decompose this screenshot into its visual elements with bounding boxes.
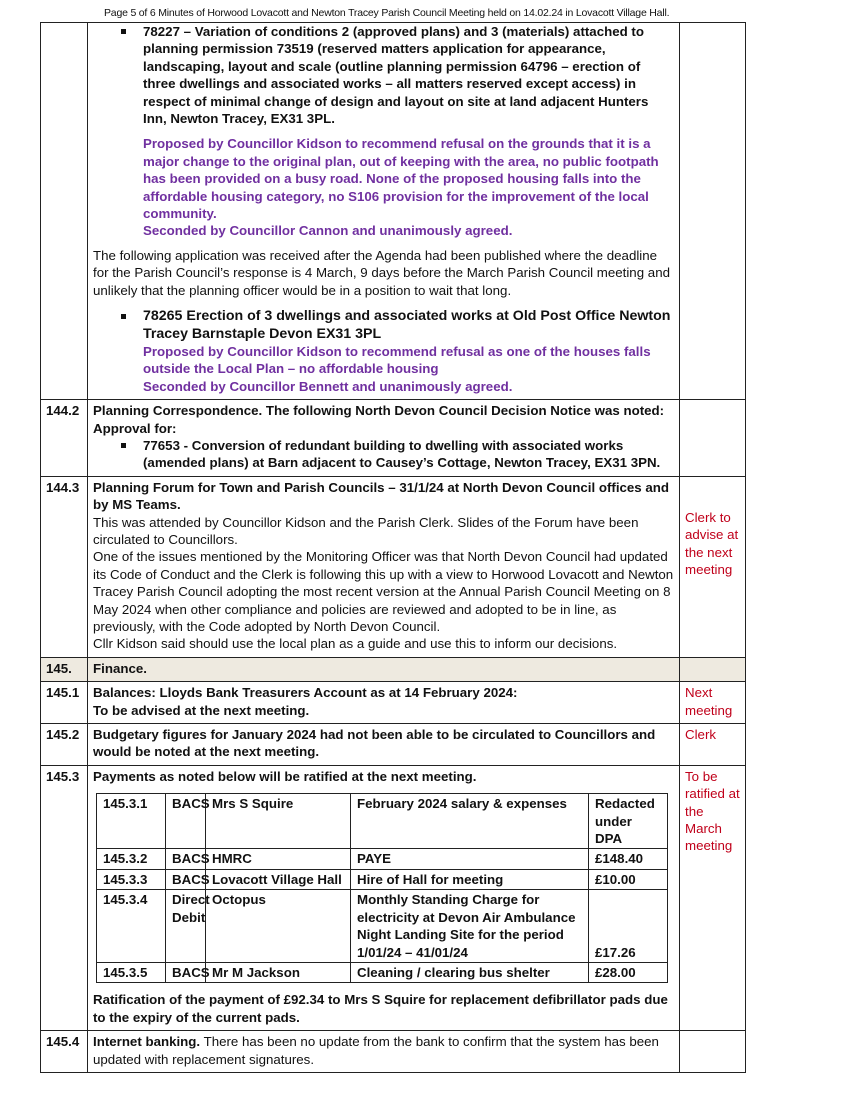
- ratification-note: Ratification of the payment of £92.34 to Mrs S Squire for replacement defibrillator pads due to the expiry of the current pads.: [93, 992, 668, 1025]
- approval-label: Approval for:: [93, 420, 177, 436]
- seconded-text: Seconded by Councillor Cannon and unanimously agreed.: [143, 223, 513, 239]
- section-heading: Planning Forum for Town and Parish Councils – 31/1/24 at North Devon Council offices and by MS Teams.: [93, 479, 670, 513]
- minutes-row-145: [41, 657, 746, 681]
- payment-description: Cleaning / clearing bus shelter: [351, 962, 589, 982]
- paragraph: This was attended by Councillor Kidson and the Parish Clerk. Slides of the Forum have been circulated to Councillors.: [93, 514, 639, 547]
- action-text: Clerk to advise at the next meeting: [685, 509, 739, 577]
- page-header: Page 5 of 6 Minutes of Horwood Lovacott and Newton Tracey Parish Council Meeting held on 14.02.24 in Lovacott Village Hall.: [104, 7, 670, 19]
- row-number: 144.2: [41, 400, 88, 477]
- action-note: Next meeting: [680, 682, 746, 724]
- row-number: [41, 23, 88, 400]
- payment-row: [97, 962, 668, 982]
- row-content: [88, 765, 680, 1030]
- payment-row: [97, 794, 668, 849]
- payment-description: Hire of Hall for meeting: [351, 869, 589, 889]
- payment-description: Monthly Standing Charge for electricity at Devon Air Ambulance Night Landing Site for the period 1/01/24 – 41/01/24: [351, 890, 589, 963]
- payment-payee: Mr M Jackson: [206, 962, 351, 982]
- action-cell: [680, 1031, 746, 1073]
- payment-row: [97, 890, 668, 963]
- proposal-text: Proposed by Councillor Kidson to recommend refusal as one of the houses falls outside the Local Plan – no affordable housing: [143, 343, 651, 377]
- paragraph: There has been no update from the bank to confirm that the system has been updated with replacement signatures.: [93, 1034, 659, 1067]
- payment-payee: Mrs S Squire: [206, 794, 351, 849]
- payment-ref: 145.3.4: [97, 890, 166, 963]
- payment-ref: 145.3.2: [97, 849, 166, 869]
- action-note: To be ratified at the March meeting: [680, 765, 746, 1030]
- action-cell: [680, 23, 746, 400]
- minutes-row-145-3: [41, 765, 746, 1030]
- payment-amount: £28.00: [589, 962, 668, 982]
- row-content: [88, 1031, 680, 1073]
- minutes-row-145-2: [41, 724, 746, 766]
- minutes-row-144-3: [41, 476, 746, 657]
- paragraph: One of the issues mentioned by the Monitoring Officer was that North Devon Council had updated its Code of Conduct and the Clerk is following this up with a view to Horwood Lovacott and Newton Tracey Parish Council adopting the most recent version at the Annual Parish Council Meeting on 8 May 2024 when other compliance and policies are reviewed and adopted to be in line, as previously, with the Code adopted by North Devon Council.: [93, 549, 674, 634]
- payment-payee: HMRC: [206, 849, 351, 869]
- payment-ref: 145.3.1: [97, 794, 166, 849]
- action-cell: [680, 657, 746, 681]
- payment-method: Direct Debit: [166, 890, 206, 963]
- payment-method: BACS: [166, 849, 206, 869]
- minutes-row-145-4: [41, 1031, 746, 1073]
- paragraph: Cllr Kidson said should use the local plan as a guide and use this to inform our decisions.: [93, 636, 618, 652]
- balances-note: To be advised at the next meeting.: [93, 702, 310, 718]
- payments-table: [96, 793, 668, 983]
- payment-amount: £17.26: [589, 890, 668, 963]
- row-number: 144.3: [41, 476, 88, 657]
- payment-description: PAYE: [351, 849, 589, 869]
- payment-ref: 145.3.3: [97, 869, 166, 889]
- payment-description: February 2024 salary & expenses: [351, 794, 589, 849]
- action-note: [680, 476, 746, 657]
- row-content: [88, 476, 680, 657]
- row-number: 145.: [41, 657, 88, 681]
- payment-amount: £10.00: [589, 869, 668, 889]
- minutes-row-145-1: [41, 682, 746, 724]
- row-content: [88, 682, 680, 724]
- payment-ref: 145.3.5: [97, 962, 166, 982]
- minutes-row-144-2: [41, 400, 746, 477]
- proposal-text: Proposed by Councillor Kidson to recommend refusal on the grounds that it is a major change to the original plan, out of keeping with the area, no public footpath has been provided on a busy road. None of the proposed housing falls into the affordable housing category, no S106 provision for the improvement of the local community.: [143, 136, 659, 222]
- payment-row: [97, 849, 668, 869]
- action-note: Clerk: [680, 724, 746, 766]
- section-heading: Planning Correspondence. The following North Devon Council Decision Notice was noted:: [93, 403, 665, 419]
- section-heading: Payments as noted below will be ratified at the next meeting.: [93, 768, 477, 784]
- payment-payee: Lovacott Village Hall: [206, 869, 351, 889]
- planning-application-78265: 78265 Erection of 3 dwellings and associated works at Old Post Office Newton Tracey Barnstaple Devon EX31 3PL: [115, 308, 674, 343]
- payment-row: [97, 869, 668, 889]
- section-heading: Finance.: [88, 657, 680, 681]
- minutes-row-continued: [41, 23, 746, 400]
- payment-payee: Octopus: [206, 890, 351, 963]
- late-application-note: The following application was received after the Agenda had been published where the deadline for the Parish Council’s response is 4 March, 9 days before the March Parish Council meeting and unlikely that the planning officer would be in a position to wait that long.: [93, 247, 670, 298]
- row-number: 145.1: [41, 682, 88, 724]
- payment-method: BACS: [166, 794, 206, 849]
- row-number: 145.4: [41, 1031, 88, 1073]
- row-content: Budgetary figures for January 2024 had not been able to be circulated to Councillors and would be noted at the next meeting.: [88, 724, 680, 766]
- payment-method: BACS: [166, 962, 206, 982]
- row-number: 145.3: [41, 765, 88, 1030]
- action-cell: [680, 400, 746, 477]
- decision-notice-item: 77653 - Conversion of redundant building to dwelling with associated works (amended plans) at Barn adjacent to Causey’s Cottage, Newton Tracey, EX31 3PN.: [115, 437, 674, 472]
- payment-amount: Redacted under DPA: [589, 794, 668, 849]
- minutes-table: [40, 22, 746, 1073]
- seconded-text: Seconded by Councillor Bennett and unanimously agreed.: [143, 378, 513, 394]
- payment-method: BACS: [166, 869, 206, 889]
- row-content: [88, 400, 680, 477]
- row-content: [88, 23, 680, 400]
- section-heading: Internet banking.: [93, 1034, 201, 1050]
- planning-application-78227: 78227 – Variation of conditions 2 (approved plans) and 3 (materials) attached to planning permission 73519 (reserved matters application for appearance, landscaping, layout and scale (outline planning permission 64796 – erection of three dwellings and associated works – all matters reserved except access) in respect of minimal change of design and layout on site at land adjacent Hunters Inn, Newton Tracey, EX31 3PL.: [115, 23, 674, 127]
- payment-amount: £148.40: [589, 849, 668, 869]
- row-number: 145.2: [41, 724, 88, 766]
- balances-line: Balances: Lloyds Bank Treasurers Account as at 14 February 2024:: [93, 685, 518, 701]
